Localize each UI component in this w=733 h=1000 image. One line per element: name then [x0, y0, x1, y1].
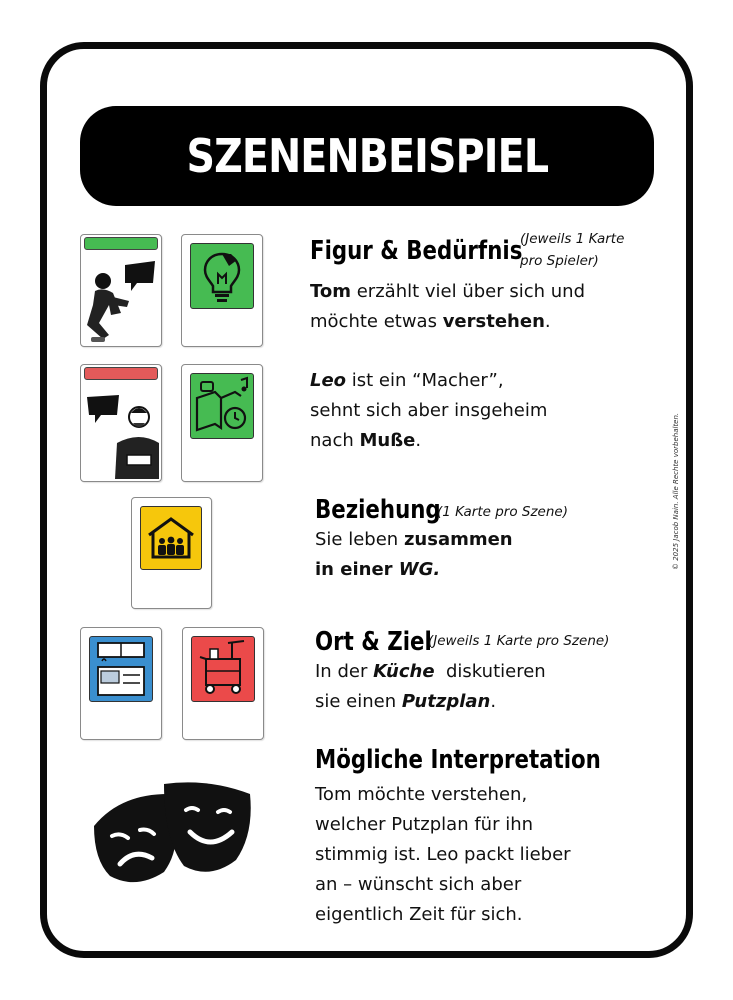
interpretation-heading: Mögliche Interpretation: [315, 745, 601, 775]
interpretation-line: stimmig ist. Leo packt lieber: [315, 844, 571, 865]
person-tablet-speech-bubble-icon: [81, 383, 161, 479]
need-card-1: [181, 234, 263, 347]
theater-masks-icon: [90, 780, 260, 890]
place-goal-note: (Jeweils 1 Karte pro Szene): [428, 633, 610, 649]
place-card: [80, 627, 162, 740]
title-banner: [80, 106, 654, 206]
copyright-notice: © 2025 Jacob Nain. Alle Rechte vorbehalten.: [672, 412, 680, 570]
figure-need-heading: Figur & Bedürfnis: [310, 236, 523, 266]
need-card-2: [181, 364, 263, 482]
relationship-card: [131, 497, 212, 609]
person-crouching-speech-bubble-icon: [81, 253, 161, 345]
tom-name: Tom: [310, 281, 352, 302]
interpretation-line: eigentlich Zeit für sich.: [315, 904, 523, 925]
relationship-tile-yellow: [140, 506, 202, 570]
relationship-note: (1 Karte pro Szene): [437, 504, 568, 520]
leo-name: Leo: [310, 370, 347, 391]
leo-character-card: [80, 364, 162, 482]
interpretation-description: [315, 780, 571, 930]
leo-description: [310, 366, 547, 456]
relationship-description: Sie leben zusammen in einer WG.: [315, 529, 513, 580]
interpretation-line: an – wünscht sich aber: [315, 874, 522, 895]
house-people-icon: [141, 507, 201, 569]
place-goal-description: In der Küche diskutieren sie einen Putzplan.: [315, 661, 546, 712]
tom-line-2: möchte etwas verstehen.: [310, 311, 551, 332]
interpretation-line: welcher Putzplan für ihn: [315, 814, 534, 835]
green-status-bar: [84, 237, 158, 250]
goal-tile-red: [191, 636, 255, 702]
figure-need-note-line1: (Jeweils 1 Karte: [520, 231, 625, 247]
page-title: SZENENBEISPIEL: [186, 129, 548, 183]
goal-card: [182, 627, 264, 740]
interpretation-line: Tom möchte verstehen,: [315, 784, 528, 805]
cleaning-cart-icon: [192, 637, 254, 701]
leo-line-1: Leo ist ein “Macher”,: [310, 370, 504, 391]
tom-description: [310, 277, 585, 337]
need-tile-green: [190, 373, 254, 439]
kitchen-icon: [90, 637, 152, 701]
leo-line-3: nach Muße.: [310, 430, 422, 451]
need-tile-green: [190, 243, 254, 309]
tom-line-1: Tom erzählt viel über sich und: [310, 281, 586, 302]
leo-line-2: sehnt sich aber insgeheim: [310, 400, 548, 421]
red-status-bar: [84, 367, 158, 380]
place-goal-heading: Ort & Ziel: [315, 627, 432, 657]
figure-need-note-line2: pro Spieler): [520, 253, 599, 269]
relationship-heading: Beziehung: [315, 495, 441, 525]
book-music-clock-icon: [191, 374, 253, 438]
place-tile-blue: [89, 636, 153, 702]
lightbulb-puzzle-icon: [191, 244, 253, 308]
tom-character-card: [80, 234, 162, 347]
